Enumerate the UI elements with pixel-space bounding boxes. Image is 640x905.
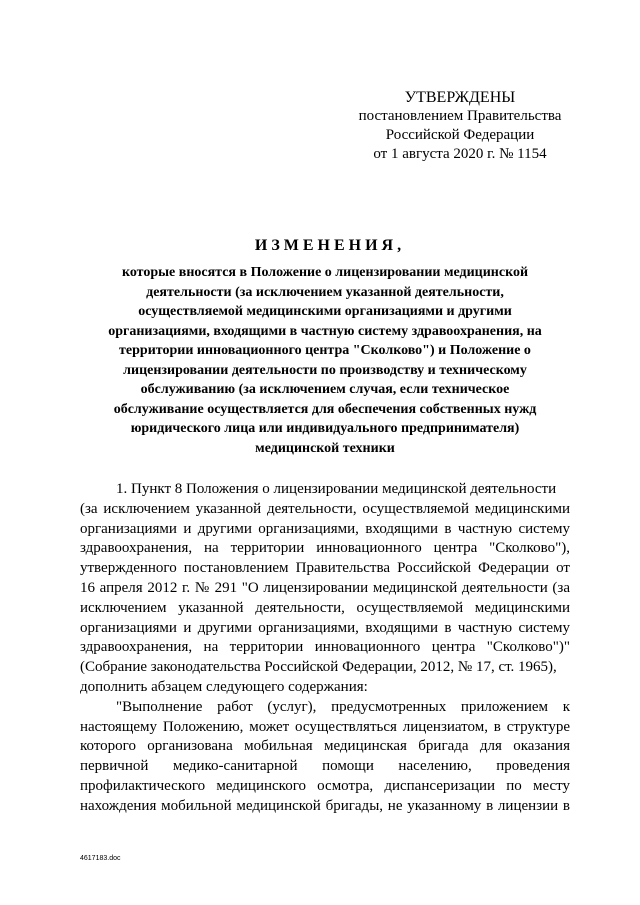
approval-block: [340, 88, 580, 164]
body-line: организациями и другими организациями, входящими в частную систему: [80, 619, 570, 636]
document-title: ИЗМЕНЕНИЯ,: [254, 237, 406, 254]
body-line: исключением указанной деятельности, осуществляемой медицинскими: [80, 599, 570, 616]
subtitle-line: медицинской техники: [255, 440, 395, 456]
body-line: (Собрание законодательства Российской Федерации, 2012, № 17, ст. 1965),: [80, 659, 557, 676]
subtitle-line: осуществляемой медицинскими организациями и другими: [138, 304, 512, 319]
subtitle-line: юридического лица или индивидуального предпринимателя): [130, 421, 520, 436]
subtitle-line: которые вносятся в Положение о лицензировании медицинской: [121, 265, 529, 280]
document-body: [80, 480, 570, 817]
body-line: которого организована мобильная медицинская бригада для оказания: [80, 738, 570, 755]
subtitle-line: организациями, входящими в частную систему здравоохранения, на: [108, 323, 542, 339]
body-line: настоящему Положению, может осуществляться лицензиатом, в структуре: [80, 718, 570, 735]
file-name-footer: 4617183.doc: [80, 855, 121, 862]
body-line: 16 апреля 2012 г. № 291 "О лицензировании медицинской деятельности (за: [80, 579, 570, 596]
body-line: здравоохранения, на территории инновационного центра "Сколково"),: [80, 540, 570, 557]
body-line: организациями и другими организациями, входящими в частную систему: [80, 520, 570, 537]
body-line: "Выполнение работ (услуг), предусмотренных приложением к: [116, 698, 570, 715]
body-line: утвержденного постановлением Правительства Российской Федерации от: [80, 560, 570, 577]
subtitle-line: обслуживание осуществляется для обеспечения собственных нужд: [113, 401, 537, 417]
body-line: (за исключением указанной деятельности, осуществляемой медицинскими: [80, 500, 570, 517]
body-line: здравоохранения, на территории инновационного центра "Сколково")": [80, 639, 570, 656]
body-line: профилактического медицинского осмотра, диспансеризации по месту: [80, 777, 570, 794]
body-line: первичной медико-санитарной помощи населению, проведения: [80, 758, 570, 775]
document-subtitle: [80, 263, 570, 458]
subtitle-line: лицензировании деятельности по производству и техническому: [123, 362, 527, 378]
approval-date-number: от 1 августа 2020 г. № 1154: [373, 146, 547, 162]
subtitle-line: территории инновационного центра "Сколково") и Положение о: [119, 343, 531, 358]
body-line: дополнить абзацем следующего содержания:: [80, 678, 368, 695]
approval-line: постановлением Правительства: [358, 108, 562, 124]
subtitle-line: обслуживанию (за исключением случая, если техническое: [140, 382, 510, 397]
subtitle-line: деятельности (за исключением указанной деятельности,: [146, 284, 504, 300]
approval-heading: УТВЕРЖДЕНЫ: [404, 89, 516, 106]
body-line: нахождения мобильной медицинской бригады, не указанному в лицензии в: [80, 797, 570, 814]
approval-line: Российской Федерации: [385, 127, 535, 143]
body-line: 1. Пункт 8 Положения о лицензировании медицинской деятельности: [116, 481, 557, 497]
